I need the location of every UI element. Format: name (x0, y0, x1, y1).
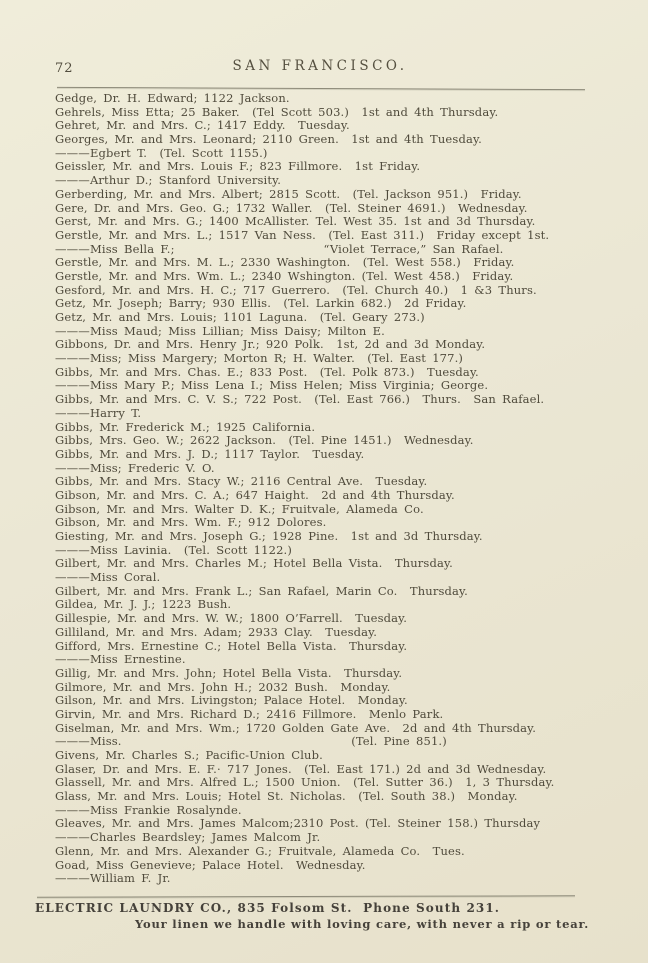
directory-entry: Gibbs, Mr. and Mrs. Chas. E.; 833 Post. (Tel. Polk 873.) Tuesday. (55, 364, 479, 379)
header-divider (57, 87, 585, 90)
directory-entry: ———Arthur D.; Stanford University. (55, 173, 282, 188)
directory-entry: ———Egbert T. (Tel. Scott 1155.) (55, 145, 268, 160)
directory-entry: ———William F. Jr. (55, 871, 171, 886)
advert-tagline: Your linen we handle with loving care, with never a rip or tear. (135, 917, 590, 931)
footer-divider (37, 895, 575, 897)
directory-entry: Glenn, Mr. and Mrs. Alexander G.; Fruitvale, Alameda Co. Tues. (55, 843, 465, 858)
directory-entry: Gerst, Mr. and Mrs. G.; 1400 McAllister. Tel. West 35. 1st and 3d Thursday. (55, 214, 536, 229)
directory-entry: Gilliland, Mr. and Mrs. Adam; 2933 Clay. Tuesday. (55, 624, 378, 639)
directory-entry: Giselman, Mr. and Mrs. Wm.; 1720 Golden Gate Ave. 2d and 4th Thursday. (55, 720, 537, 735)
directory-entry: ———Miss Lavinia. (Tel. Scott 1122.) (55, 542, 292, 557)
page-header (55, 58, 585, 76)
directory-entry: Gibson, Mr. and Mrs. C. A.; 647 Haight. 2d and 4th Thursday. (55, 487, 455, 502)
directory-entry: Gifford, Mrs. Ernestine C.; Hotel Bella Vista. Thursday. (55, 638, 408, 653)
directory-entry: Gilmore, Mr. and Mrs. John H.; 2032 Bush. Monday. (55, 679, 391, 694)
directory-entry: Givens, Mr. Charles S.; Pacific-Union Club. (55, 748, 323, 762)
directory-entry: ———Miss; Miss Margery; Morton R; H. Walter. (Tel. East 177.) (55, 351, 464, 366)
directory-entry: ———Miss Mary P.; Miss Lena I.; Miss Helen; Miss Virginia; George. (55, 378, 489, 393)
directory-entry: Glass, Mr. and Mrs. Louis; Hotel St. Nicholas. (Tel. South 38.) Monday. (55, 789, 518, 804)
directory-entry: Gibbs, Mr. and Mrs. Stacy W.; 2116 Central Ave. Tuesday. (55, 474, 428, 489)
directory-entry: Gibbs, Mr. and Mrs. J. D.; 1117 Taylor. Tuesday. (55, 446, 365, 461)
directory-entry: Gilbert, Mr. and Mrs. Charles M.; Hotel Bella Vista. Thursday. (55, 556, 453, 571)
directory-entry: Gerstle, Mr. and Mrs. Wm. L.; 2340 Wshington. (Tel. West 458.) Friday. (55, 268, 514, 283)
directory-entry: Gedge, Dr. H. Edward; 1122 Jackson. (55, 91, 290, 105)
directory-entry: Getz, Mr. and Mrs. Louis; 1101 Laguna. (Tel. Geary 273.) (55, 310, 425, 324)
directory-entry: ———Miss Bella F.; “Violet Terrace,” San Rafael. (55, 241, 504, 256)
directory-entry: Goad, Miss Genevieve; Palace Hotel. Wednesday. (55, 857, 366, 872)
directory-entry: Girvin, Mr. and Mrs. Richard D.; 2416 Fillmore. Menlo Park. (55, 706, 444, 721)
directory-entry: Georges, Mr. and Mrs. Leonard; 2110 Green. 1st and 4th Tuesday. (55, 132, 482, 147)
directory-entry: Gibbs, Mr. Frederick M.; 1925 California. (55, 419, 316, 434)
directory-entry: Gilbert, Mr. and Mrs. Frank L.; San Rafael, Marin Co. Thursday. (55, 583, 468, 598)
directory-entry: Gillespie, Mr. and Mrs. W. W.; 1800 O’Farrell. Tuesday. (55, 611, 408, 626)
directory-entry: Gleaves, Mr. and Mrs. James Malcom;2310 Post. (Tel. Steiner 158.) Thursday (55, 816, 541, 831)
page-number: 72 (55, 61, 74, 76)
directory-entry: Gibbons, Dr. and Mrs. Henry Jr.; 920 Polk. 1st, 2d and 3d Monday. (55, 337, 486, 352)
directory-entry: Gibson, Mr. and Mrs. Walter D. K.; Fruitvale, Alameda Co. (55, 501, 424, 516)
directory-entry: Gere, Dr. and Mrs. Geo. G.; 1732 Waller. (Tel. Steiner 4691.) Wednesday. (55, 200, 528, 215)
directory-entry: Gerstle, Mr. and Mrs. M. L.; 2330 Washington. (Tel. West 558.) Friday. (55, 255, 515, 270)
directory-entry: Gehrels, Miss Etta; 25 Baker. (Tel Scott 503.) 1st and 4th Thursday. (55, 104, 499, 119)
page-title: SAN FRANCISCO. (232, 58, 408, 74)
directory-entry: ———Miss Frankie Rosalynde. (55, 802, 242, 817)
directory-entry: Gillig, Mr. and Mrs. John; Hotel Bella Vista. Thursday. (55, 665, 403, 680)
directory-entry: ———Charles Beardsley; James Malcom Jr. (55, 830, 321, 845)
directory-entry: ———Miss Ernestine. (55, 652, 186, 667)
directory-entry: Gilson, Mr. and Mrs. Livingston; Palace Hotel. Monday. (55, 693, 408, 708)
directory-entry: Geissler, Mr. and Mrs. Louis F.; 823 Fillmore. 1st Friday. (55, 159, 421, 174)
advertisement (35, 901, 595, 931)
directory-entry: Gibson, Mr. and Mrs. Wm. F.; 912 Dolores. (55, 515, 327, 530)
directory-entry: Getz, Mr. Joseph; Barry; 930 Ellis. (Tel. Larkin 682.) 2d Friday. (55, 296, 467, 311)
advert-company-line: ELECTRIC LAUNDRY CO., 835 Folsom St. Phone South 231. (35, 901, 501, 915)
directory-entry: ———Miss Coral. (55, 570, 161, 585)
directory-entry: Gesford, Mr. and Mrs. H. C.; 717 Guerrero. (Tel. Church 40.) 1 &3 Thurs. (55, 282, 537, 297)
directory-entry: Gerberding, Mr. and Mrs. Albert; 2815 Scott. (Tel. Jackson 951.) Friday. (55, 186, 522, 201)
directory-entry: ———Miss; Frederic V. O. (55, 460, 215, 475)
directory-entry: ———Harry T. (55, 405, 142, 420)
directory-entry: ———Miss. (Tel. Pine 851.) (55, 734, 447, 749)
directory-entry: Glassell, Mr. and Mrs. Alfred L.; 1500 Union. (Tel. Sutter 36.) 1, 3 Thursday. (55, 775, 555, 790)
directory-entry: Gibbs, Mrs. Geo. W.; 2622 Jackson. (Tel. Pine 1451.) Wednesday. (55, 433, 474, 448)
directory-entry: Gerstle, Mr. and Mrs. L.; 1517 Van Ness. (Tel. East 311.) Friday except 1st. (55, 227, 550, 242)
directory-entry: Giesting, Mr. and Mrs. Joseph G.; 1928 Pine. 1st and 3d Thursday. (55, 529, 483, 543)
directory-entry: ———Miss Maud; Miss Lillian; Miss Daisy; Milton E. (55, 323, 385, 338)
directory-list (55, 92, 595, 886)
directory-entry: Gildea, Mr. J. J.; 1223 Bush. (55, 597, 232, 612)
directory-entry: Glaser, Dr. and Mrs. E. F.· 717 Jones. (Tel. East 171.) 2d and 3d Wednesday. (55, 761, 547, 776)
directory-entry: Gibbs, Mr. and Mrs. C. V. S.; 722 Post. (Tel. East 766.) Thurs. San Rafael. (55, 392, 545, 407)
directory-entry: Gehret, Mr. and Mrs. C.; 1417 Eddy. Tuesday. (55, 118, 350, 133)
